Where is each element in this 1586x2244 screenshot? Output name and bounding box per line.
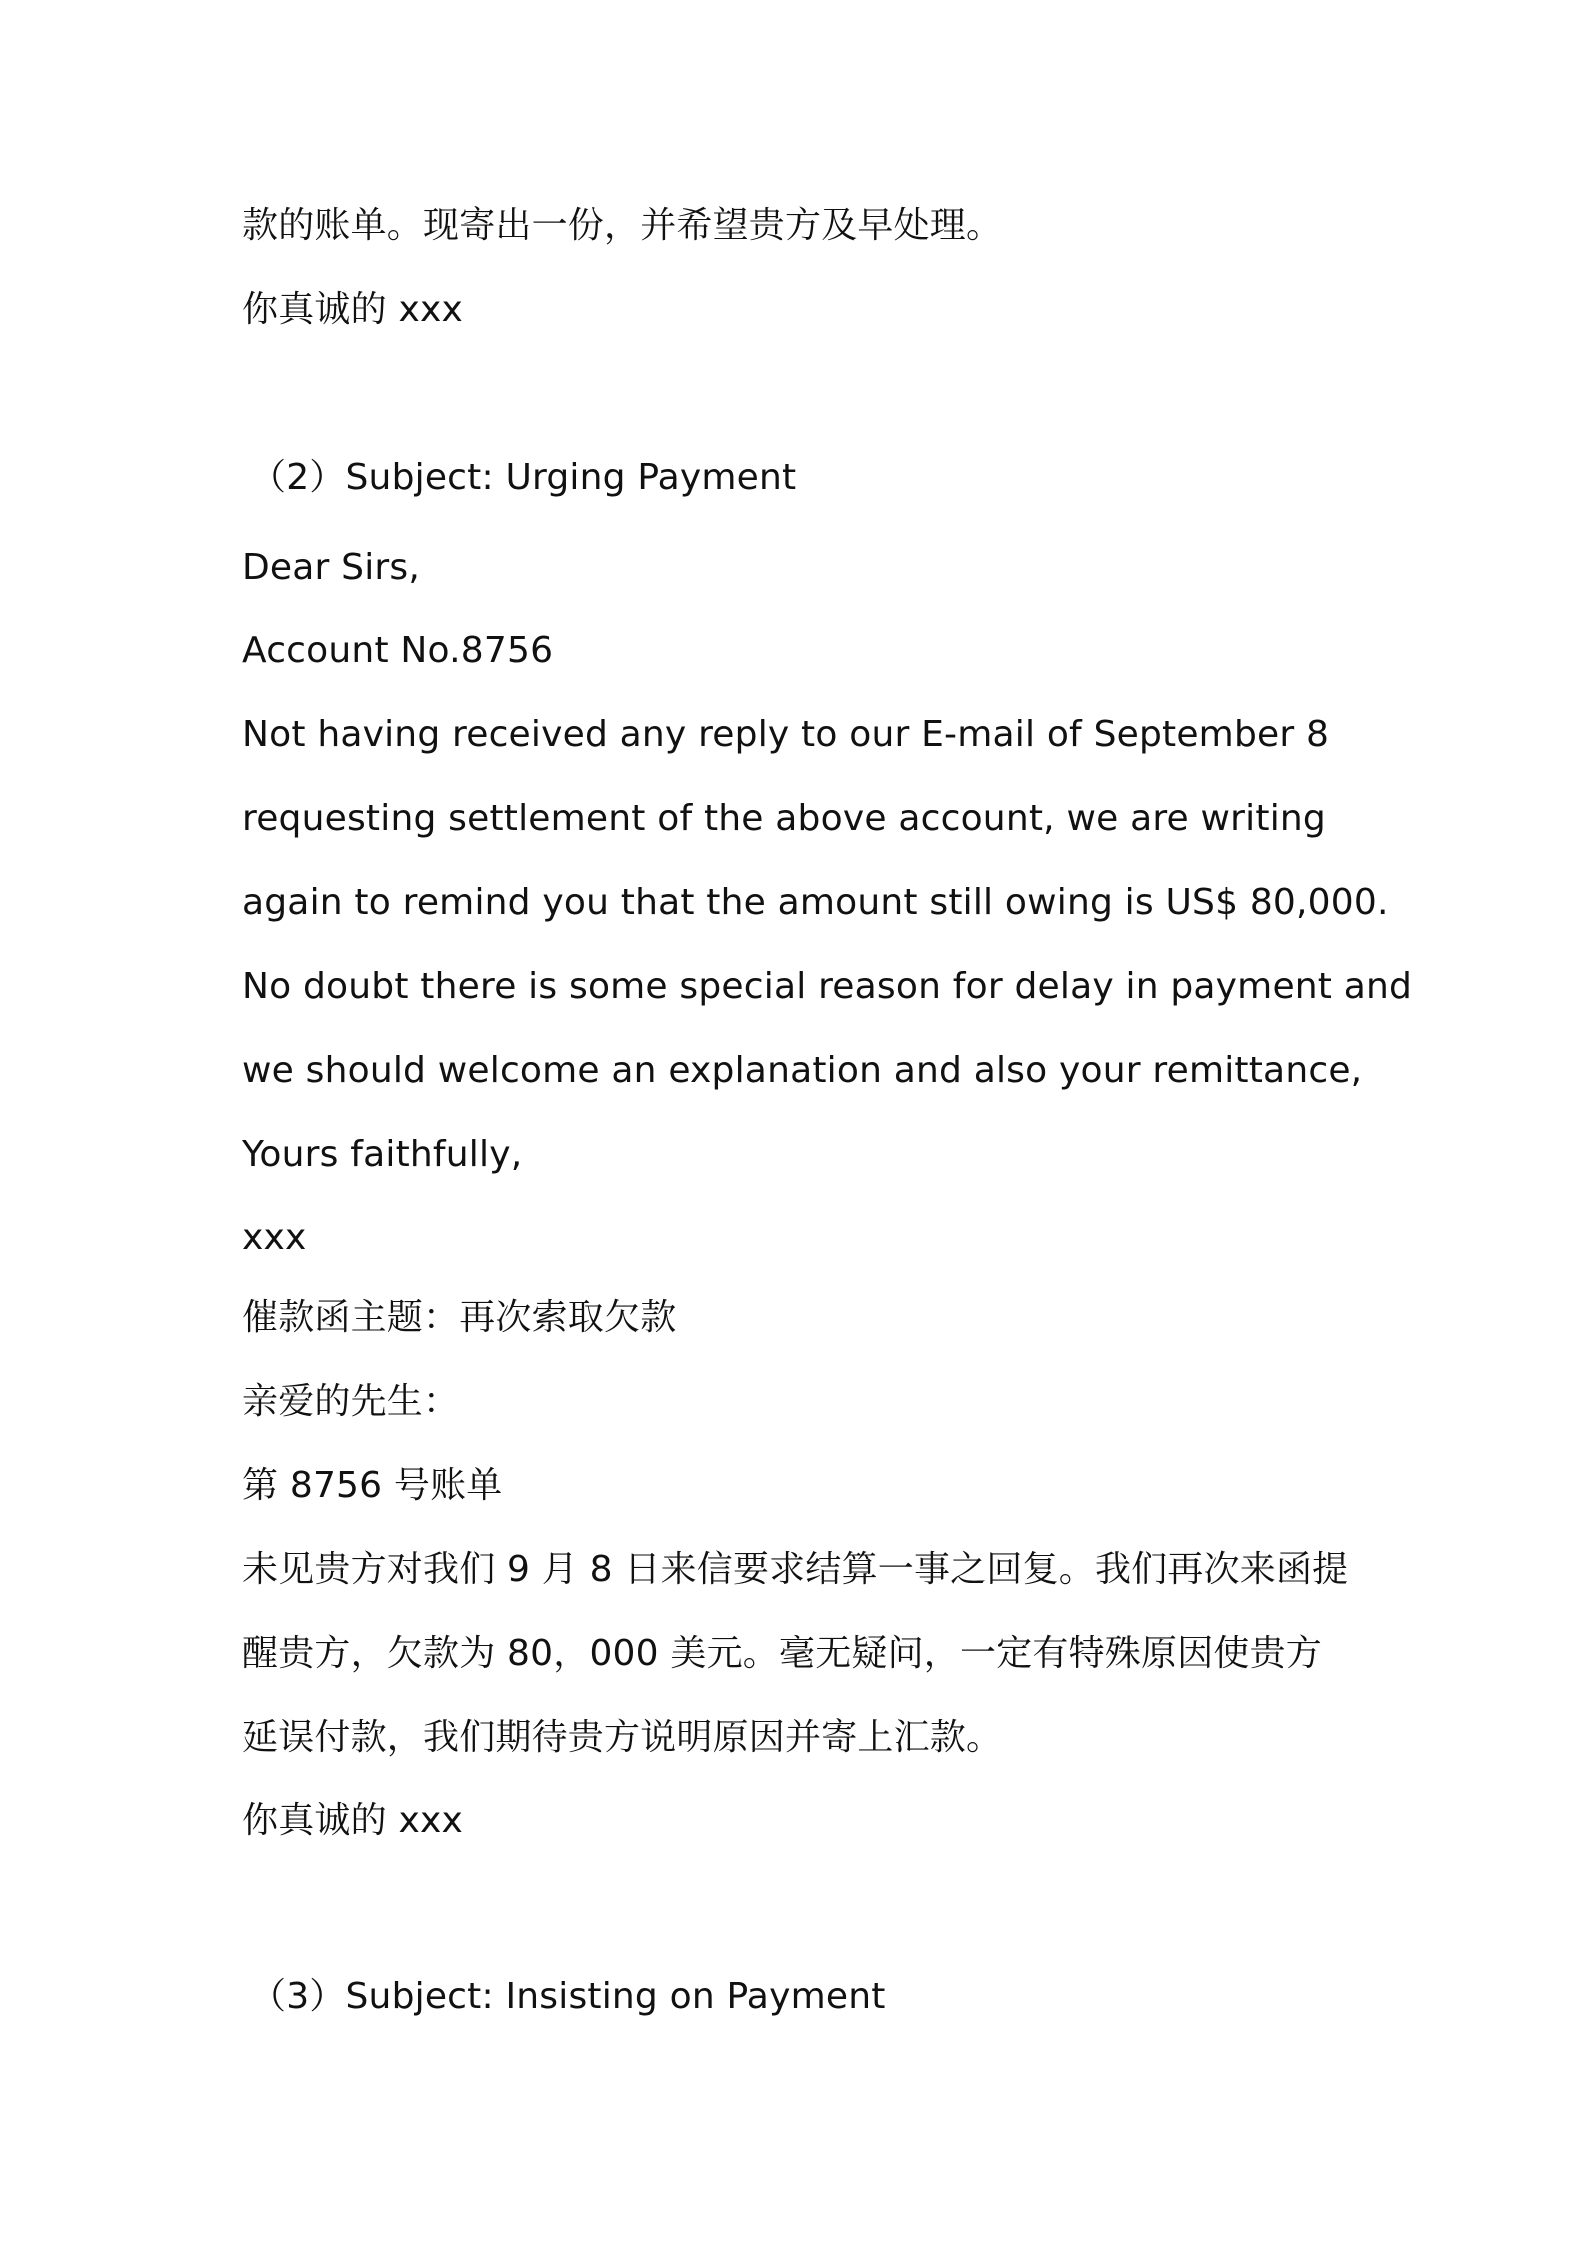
letter1-signoff: 你真诚的 xxx xyxy=(242,289,463,330)
letter1-body-tail: 款的账单。现寄出一份，并希望贵方及早处理。 xyxy=(242,205,1003,246)
letter2-signature: xxx xyxy=(242,1217,307,1258)
letter2-closing: Yours faithfully, xyxy=(242,1134,523,1175)
letter2-cn-subject: 催款函主题：再次索取欠款 xyxy=(242,1297,677,1338)
letter2-body-line: Not having received any reply to our E-mail of September 8 xyxy=(242,714,1330,755)
letter2-greeting: Dear Sirs, xyxy=(242,547,421,588)
letter2-subject: （2）Subject: Urging Payment xyxy=(250,457,797,498)
letter2-body-line: again to remind you that the amount still owing is US$ 80,000. xyxy=(242,882,1389,923)
letter3-subject: （3）Subject: Insisting on Payment xyxy=(250,1976,886,2017)
letter2-body-line: requesting settlement of the above account, we are writing xyxy=(242,798,1326,839)
letter2-body-line: No doubt there is some special reason for delay in payment and xyxy=(242,966,1413,1007)
letter2-cn-account: 第 8756 号账单 xyxy=(242,1465,503,1506)
letter2-body-line: we should welcome an explanation and also your remittance, xyxy=(242,1050,1363,1091)
letter2-account: Account No.8756 xyxy=(242,630,554,671)
letter2-cn-greeting: 亲爱的先生： xyxy=(242,1381,460,1422)
letter2-cn-body-line: 延误付款，我们期待贵方说明原因并寄上汇款。 xyxy=(242,1717,1003,1758)
letter2-cn-signoff: 你真诚的 xxx xyxy=(242,1800,463,1841)
letter2-cn-body-line: 未见贵方对我们 9 月 8 日来信要求结算一事之回复。我们再次来函提 xyxy=(242,1549,1349,1590)
letter2-cn-body-line: 醒贵方，欠款为 80，000 美元。毫无疑问，一定有特殊原因使贵方 xyxy=(242,1633,1323,1674)
